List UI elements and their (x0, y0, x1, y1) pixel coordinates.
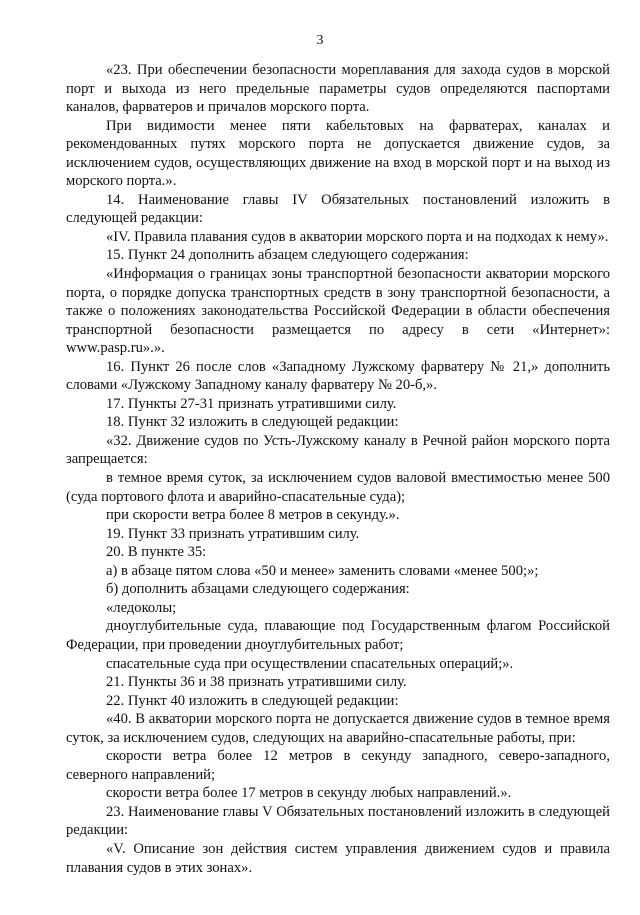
paragraph: «V. Описание зон действия систем управления движением судов и правила плавания судов в этих зонах». (66, 840, 610, 876)
paragraph: «32. Движение судов по Усть-Лужскому каналу в Речной район морского порта запрещается: (66, 432, 610, 468)
paragraph: спасательные суда при осуществлении спасательных операций;». (106, 655, 514, 672)
paragraph: скорости ветра более 17 метров в секунду любых направлений.». (106, 785, 512, 802)
paragraph: при скорости ветра более 8 метров в секунду.». (106, 507, 400, 524)
paragraph: в темное время суток, за исключением судов валовой вместимостью менее 500 (суда портового флота и аварийно-спасательные суда); (66, 470, 610, 505)
paragraph: а) в абзаце пятом слова «50 и менее» заменить словами «менее 500;»; (106, 562, 539, 579)
paragraph: «Информация о границах зоны транспортной безопасности акватории морского порта, о порядке допуска транспортных средств в зону транспортной безопасности, а также о положениях законодательства Российской Федерации в области обеспечения транспортной безопасности размещается по адресу в сети «Интернет»: www.pasp.ru».». (66, 266, 610, 357)
paragraph: 18. Пункт 32 изложить в следующей редакции: (106, 414, 399, 431)
page-number: 3 (316, 33, 324, 48)
paragraph: 19. Пункт 33 признать утратившим силу. (106, 525, 360, 542)
document-body (66, 61, 610, 877)
paragraph: 14. Наименование главы IV Обязательных постановлений изложить в следующей редакции: (66, 191, 610, 227)
paragraph: 22. Пункт 40 изложить в следующей редакции: (106, 692, 399, 709)
paragraph: 17. Пункты 27-31 признать утратившими силу. (106, 395, 397, 412)
paragraph: «40. В акватории морского порта не допускается движение судов в темное время суток, за исключением судов, следующих на аварийно-спасательные работы, при: (66, 711, 610, 746)
paragraph: «ледоколы; (106, 599, 177, 616)
paragraph: дноуглубительные суда, плавающие под Государственным флагом Российской Федерации, при проведении дноуглубительных работ; (66, 618, 610, 653)
paragraph: При видимости менее пяти кабельтовых на фарватерах, каналах и рекомендованных путях морского порта не допускается движение судов, за исключением судов, осуществляющих движение на вход в морской порт и на выход из морского порта.». (66, 117, 610, 190)
paragraph: 20. В пункте 35: (106, 544, 207, 561)
paragraph: «IV. Правила плавания судов в акватории морского порта и на подходах к нему». (106, 228, 609, 245)
paragraph: 23. Наименование главы V Обязательных постановлений изложить в следующей редакции: (66, 803, 610, 839)
paragraph: скорости ветра более 12 метров в секунду западного, северо-западного, северного направлений; (66, 748, 610, 783)
paragraph: «23. При обеспечении безопасности мореплавания для захода судов в морской порт и выхода из него предельные параметры судов определяются паспортами каналов, фарватеров и причалов морского порта. (66, 62, 610, 116)
paragraph: 15. Пункт 24 дополнить абзацем следующего содержания: (106, 247, 469, 264)
paragraph: б) дополнить абзацами следующего содержания: (106, 581, 410, 598)
paragraph: 16. Пункт 26 после слов «Западному Лужскому фарватеру № 21,» дополнить словами «Лужскому Западному каналу фарватеру № 20-б,». (66, 358, 610, 394)
paragraph: 21. Пункты 36 и 38 признать утратившими силу. (106, 674, 407, 691)
